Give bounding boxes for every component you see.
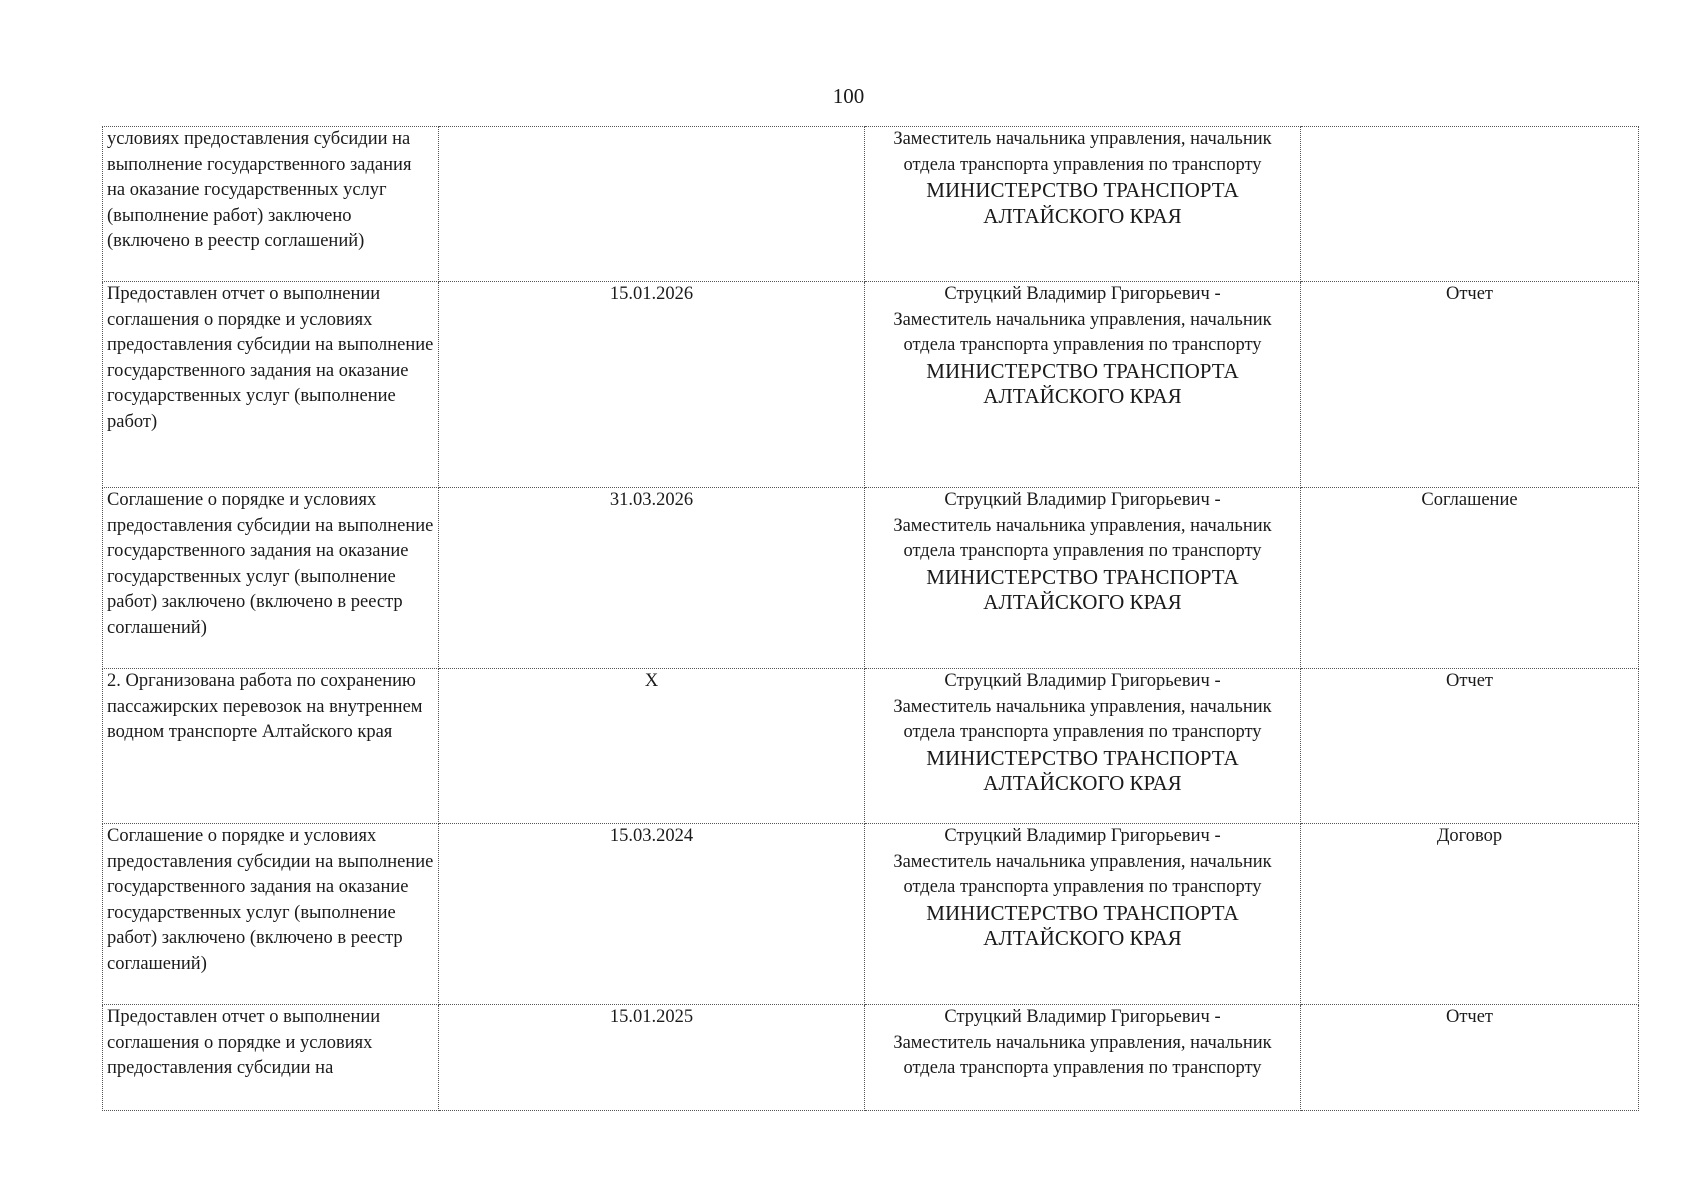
table-row [103, 127, 1639, 282]
responsible-person: Струцкий Владимир Григорьевич - [944, 826, 1221, 846]
document-cell: Договор [1301, 824, 1639, 1005]
responsible-organization: МИНИСТЕРСТВО ТРАНСПОРТА АЛТАЙСКОГО КРАЯ [926, 178, 1239, 228]
document-cell: Отчет [1301, 669, 1639, 824]
responsible-person: Струцкий Владимир Григорьевич - [944, 490, 1221, 510]
event-cell: Предоставлен отчет о выполнении соглашения о порядке и условиях предоставления субсидии на выполнение государственного задания на оказание государственных услуг (выполнение работ) [103, 282, 439, 488]
table-row [103, 824, 1639, 1005]
document-cell: Отчет [1301, 282, 1639, 488]
responsible-cell [865, 127, 1301, 282]
table-row [103, 488, 1639, 669]
responsible-position: Заместитель начальника управления, начальник отдела транспорта управления по транспорту [893, 129, 1272, 175]
responsible-position: Заместитель начальника управления, начальник отдела транспорта управления по транспорту [893, 696, 1272, 743]
event-cell: Соглашение о порядке и условиях предоставления субсидии на выполнение государственного задания на оказание государственных услуг (выполнение работ) заключено (включено в реестр соглашений) [103, 824, 439, 1005]
date-cell: 31.03.2026 [439, 488, 865, 669]
responsible-cell [865, 1005, 1301, 1111]
responsible-position: Заместитель начальника управления, начальник отдела транспорта управления по транспорту [893, 1032, 1272, 1079]
responsible-organization: МИНИСТЕРСТВО ТРАНСПОРТА АЛТАЙСКОГО КРАЯ [926, 745, 1239, 796]
document-cell: Соглашение [1301, 488, 1639, 669]
date-cell: 15.03.2024 [439, 824, 865, 1005]
responsible-cell [865, 824, 1301, 1005]
responsible-organization: МИНИСТЕРСТВО ТРАНСПОРТА АЛТАЙСКОГО КРАЯ [926, 358, 1239, 409]
responsible-position: Заместитель начальника управления, начальник отдела транспорта управления по транспорту [893, 851, 1272, 898]
responsible-organization: МИНИСТЕРСТВО ТРАНСПОРТА АЛТАЙСКОГО КРАЯ [926, 564, 1239, 615]
responsible-person: Струцкий Владимир Григорьевич - [944, 1007, 1221, 1027]
responsible-person: Струцкий Владимир Григорьевич - [944, 671, 1221, 691]
date-cell: 15.01.2026 [439, 282, 865, 488]
plan-table [102, 126, 1639, 1111]
responsible-cell [865, 488, 1301, 669]
page-number: 100 [832, 84, 865, 108]
document-cell [1301, 127, 1639, 282]
date-cell: X [439, 669, 865, 824]
event-cell: Предоставлен отчет о выполнении соглашения о порядке и условиях предоставления субсидии на [103, 1005, 439, 1111]
responsible-cell [865, 669, 1301, 824]
date-cell: 15.01.2025 [439, 1005, 865, 1111]
responsible-position: Заместитель начальника управления, начальник отдела транспорта управления по транспорту [893, 515, 1272, 562]
document-cell: Отчет [1301, 1005, 1639, 1111]
responsible-cell [865, 282, 1301, 488]
date-cell [439, 127, 865, 282]
event-cell: 2. Организована работа по сохранению пассажирских перевозок на внутреннем водном транспорте Алтайского края [103, 669, 439, 824]
event-cell: Соглашение о порядке и условиях предоставления субсидии на выполнение государственного задания на оказание государственных услуг (выполнение работ) заключено (включено в реестр соглашений) [103, 488, 439, 669]
responsible-organization: МИНИСТЕРСТВО ТРАНСПОРТА АЛТАЙСКОГО КРАЯ [926, 900, 1239, 951]
table-row [103, 1005, 1639, 1111]
table-row [103, 669, 1639, 824]
event-cell: условиях предоставления субсидии на выполнение государственного задания на оказание государственных услуг (выполнение работ) заключено (включено в реестр соглашений) [103, 127, 439, 282]
responsible-position: Заместитель начальника управления, начальник отдела транспорта управления по транспорту [893, 309, 1272, 356]
responsible-person: Струцкий Владимир Григорьевич - [944, 284, 1221, 304]
table-row [103, 282, 1639, 488]
